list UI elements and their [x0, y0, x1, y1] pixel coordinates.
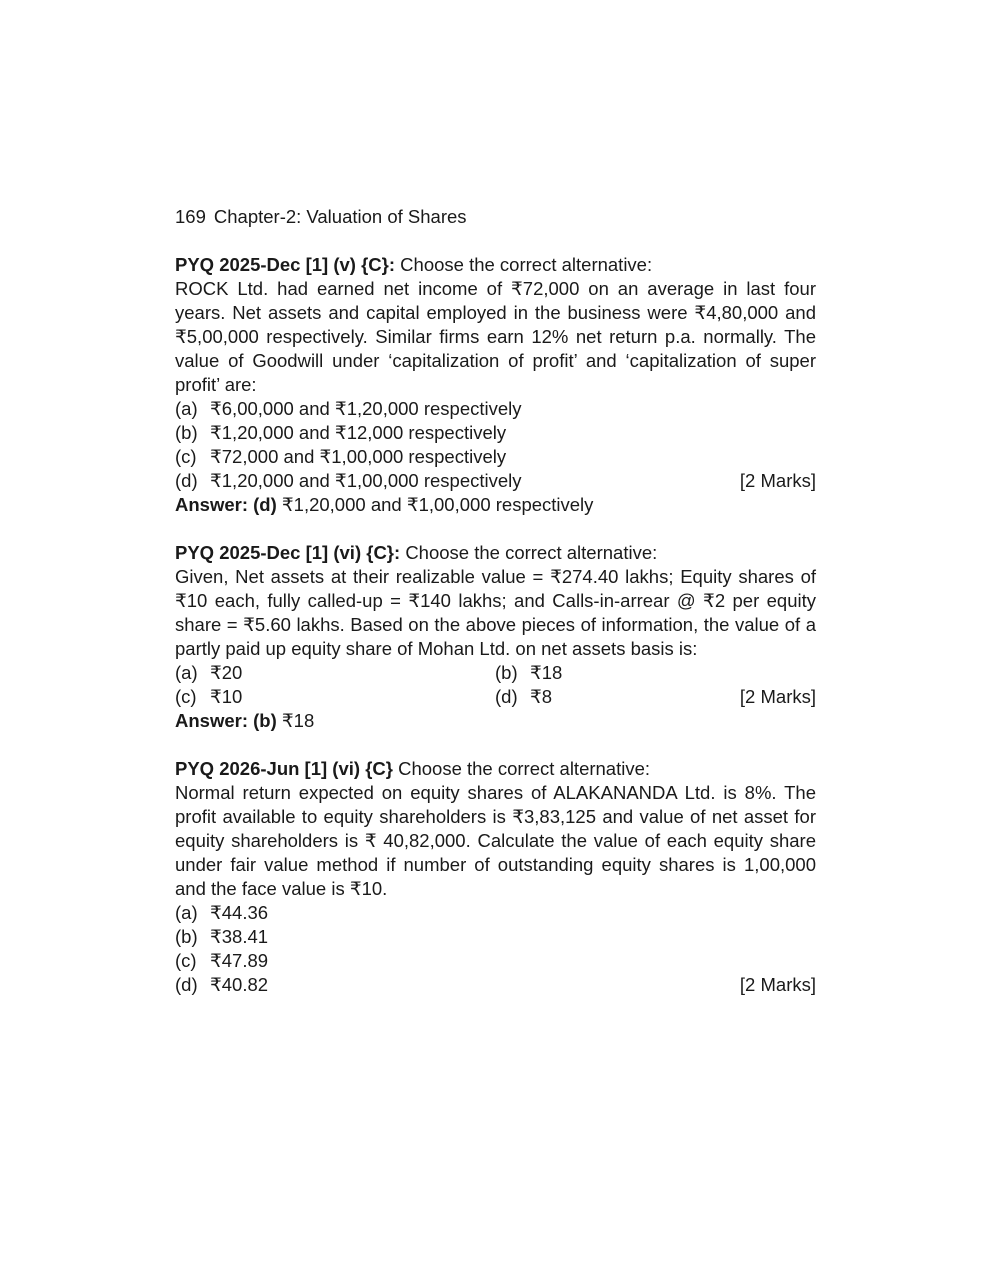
chapter-title: Chapter-2: Valuation of Shares: [213, 206, 467, 227]
option-label: (c): [175, 950, 197, 971]
option-text: ₹1,20,000 and ₹12,000 respectively: [210, 422, 507, 443]
option-label: (a): [175, 902, 198, 923]
question-heading: [175, 253, 816, 277]
option-text: ₹1,20,000 and ₹1,00,000 respectively: [210, 470, 522, 491]
question-2: [175, 541, 816, 733]
option-a: [175, 397, 816, 421]
option-b: [175, 421, 816, 445]
question-tag: PYQ 2026-Jun [1] (vi) {C}: [175, 758, 393, 779]
answer-line: [175, 493, 816, 517]
question-tag: PYQ 2025-Dec [1] (vi) {C}:: [175, 542, 401, 563]
page-number: 169: [175, 206, 206, 227]
marks-label: [2 Marks]: [739, 686, 816, 707]
option-label: (a): [175, 662, 198, 683]
option-text: ₹10: [210, 686, 243, 707]
option-label: (c): [175, 446, 197, 467]
option-label: (d): [175, 470, 198, 491]
running-header: [175, 205, 816, 229]
question-instruction: Choose the correct alternative:: [405, 542, 658, 563]
answer-line: [175, 709, 816, 733]
marks-label: [2 Marks]: [739, 974, 816, 995]
option-label: (b): [175, 926, 198, 947]
question-text: Given, Net assets at their realizable value = ₹274.40 lakhs; Equity shares of ₹10 each, fully called-up = ₹140 lakhs; and Calls-in-arrear @ ₹2 per equity share = ₹5.60 lakhs. Based on the above pieces of information, the value of a partly paid up equity share of Mohan Ltd. on net assets basis is:: [175, 566, 816, 659]
option-text: ₹40.82: [210, 974, 269, 995]
option-text: ₹6,00,000 and ₹1,20,000 respectively: [210, 398, 522, 419]
answer-text: ₹18: [281, 710, 315, 731]
option-b: [175, 925, 816, 949]
question-1: [175, 253, 816, 517]
option-text: ₹72,000 and ₹1,00,000 respectively: [210, 446, 507, 467]
option-text: ₹18: [530, 662, 563, 683]
question-tag: PYQ 2025-Dec [1] (v) {C}:: [175, 254, 396, 275]
answer-label: Answer: (b): [175, 710, 277, 731]
option-text: ₹20: [210, 662, 243, 683]
question-heading: [175, 757, 816, 781]
option-a: [175, 661, 495, 685]
answer-text: ₹1,20,000 and ₹1,00,000 respectively: [281, 494, 594, 515]
option-label: (d): [495, 686, 518, 707]
option-label: (c): [175, 686, 197, 707]
option-d: [175, 469, 816, 493]
option-label: (a): [175, 398, 198, 419]
option-d: [175, 973, 816, 997]
option-c: [175, 445, 816, 469]
marks-label: [2 Marks]: [739, 470, 816, 491]
option-text: ₹8: [530, 686, 553, 707]
question-text: Normal return expected on equity shares of ALAKANANDA Ltd. is 8%. The profit available to equity shareholders is ₹3,83,125 and value of net asset for equity shareholders is ₹ 40,82,000. Calculate the value of each equity share under fair value method if number of outstanding equity shares is 1,00,000 and the face value is ₹10.: [175, 782, 816, 899]
question-text: ROCK Ltd. had earned net income of ₹72,000 on an average in last four years. Net assets and capital employed in the business were ₹4,80,000 and ₹5,00,000 respectively. Similar firms earn 12% net return p.a. normally. The value of Goodwill under ‘capitalization of profit’ and ‘capitalization of super profit’ are:: [175, 278, 816, 395]
page-content: [175, 205, 816, 1021]
option-text: ₹38.41: [210, 926, 269, 947]
option-label: (b): [495, 662, 518, 683]
option-label: (b): [175, 422, 198, 443]
option-a: [175, 901, 816, 925]
answer-label: Answer: (d): [175, 494, 277, 515]
question-instruction: Choose the correct alternative:: [400, 254, 653, 275]
option-text: ₹44.36: [210, 902, 269, 923]
option-b: [495, 661, 740, 685]
option-c: [175, 949, 816, 973]
question-3: [175, 757, 816, 997]
question-heading: [175, 541, 816, 565]
question-instruction: Choose the correct alternative:: [398, 758, 651, 779]
option-d: [495, 685, 740, 709]
options-grid: [175, 661, 816, 709]
option-c: [175, 685, 495, 709]
option-label: (d): [175, 974, 198, 995]
grid-spacer: [740, 661, 816, 685]
option-text: ₹47.89: [210, 950, 269, 971]
